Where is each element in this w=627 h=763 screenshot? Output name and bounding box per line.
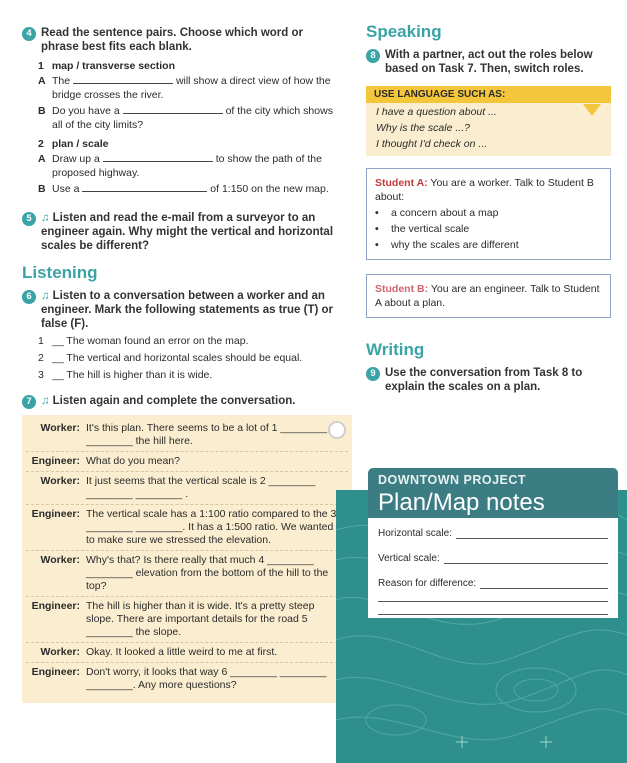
listening-heading: Listening xyxy=(22,262,98,282)
write-line[interactable] xyxy=(480,579,608,589)
sentence-start: Draw up a xyxy=(52,153,100,165)
utterance: The vertical scale has a 1:100 ratio compared to the 3 ________ ________. It has a 1:500 ratio. We wanted to make sure we stressed the elevation. xyxy=(86,507,337,546)
useful-language-heading: USE LANGUAGE SUCH AS: xyxy=(366,86,611,103)
statement-item[interactable] xyxy=(38,351,340,365)
phrase: Why is the scale ...? xyxy=(376,122,470,134)
task-instruction: Listen and read the e-mail from a surveyor to an engineer again. Why might the vertical and horizontal scales be different? xyxy=(41,211,334,252)
word-choices: plan / scale xyxy=(51,138,109,150)
task-instruction: Listen to a conversation between a worker and an engineer. Mark the following statements as true (T) or false (F). xyxy=(41,289,334,330)
divider xyxy=(26,662,348,663)
student-b-label: Student B: xyxy=(375,283,429,295)
bullet-icon: • xyxy=(375,223,379,235)
bullet-text: the vertical scale xyxy=(391,223,470,235)
student-a-box xyxy=(366,168,611,260)
task-5 xyxy=(22,211,340,253)
ring-icon xyxy=(328,421,346,439)
bullet-icon: • xyxy=(375,239,379,251)
task-number: 9 xyxy=(366,367,380,381)
speaker-label: Engineer: xyxy=(31,507,80,520)
row-letter: B xyxy=(38,105,46,117)
conversation-box xyxy=(22,415,352,703)
field-label: Horizontal scale: xyxy=(378,528,452,539)
task-7 xyxy=(22,394,340,409)
task-number: 6 xyxy=(22,290,36,304)
task-8 xyxy=(366,48,611,76)
utterance: Okay. It looked a little weird to me at first. xyxy=(86,645,278,658)
divider xyxy=(26,642,348,643)
task-4 xyxy=(22,26,340,54)
sentence-end: to show the path of the proposed highway. xyxy=(52,153,322,179)
row-letter: B xyxy=(38,183,46,195)
item-heading xyxy=(38,60,340,72)
bullet-item xyxy=(375,222,602,236)
task-instruction: Listen again and complete the conversation. xyxy=(52,394,296,407)
statement-item[interactable] xyxy=(38,368,340,382)
divider xyxy=(26,504,348,505)
bullet-item xyxy=(375,238,602,252)
row-letter: A xyxy=(38,153,46,165)
audio-icon[interactable]: ♫ xyxy=(41,394,50,407)
bullet-text: why the scales are different xyxy=(391,239,519,251)
utterance: Why's that? Is there really that much 4 ________ ________ elevation from the bottom of the hill to the top? xyxy=(86,553,329,592)
task-instruction: With a partner, act out the roles below based on Task 7. Then, switch roles. xyxy=(385,49,593,75)
sentence-row xyxy=(38,105,340,132)
sentence-start: The xyxy=(52,75,71,87)
write-line[interactable] xyxy=(444,554,608,564)
speaker-label: Engineer: xyxy=(31,665,80,678)
student-b-text: You are an engineer. Talk to Student A about a plan. xyxy=(375,283,600,309)
useful-language-box xyxy=(366,86,611,156)
plan-map-notes-card xyxy=(368,468,618,618)
task-number: 5 xyxy=(22,212,36,226)
sentence-start: Do you have a xyxy=(52,105,120,117)
sentence-row xyxy=(38,75,340,102)
dialog-line xyxy=(22,666,352,692)
dialog-line xyxy=(22,455,352,468)
task-number: 7 xyxy=(22,395,36,409)
fill-in-blank[interactable] xyxy=(73,75,173,84)
row-letter: A xyxy=(38,75,46,87)
student-a-text: You are a worker. Talk to Student B about: xyxy=(375,177,594,203)
right-column xyxy=(366,22,611,394)
speaker-label: Worker: xyxy=(40,553,80,566)
speaking-heading: Speaking xyxy=(366,22,442,41)
dialog-line xyxy=(22,422,352,448)
sentence-start: Use a xyxy=(52,183,80,195)
speech-pointer-icon xyxy=(583,104,601,116)
speaker-label: Engineer: xyxy=(31,454,80,467)
fill-in-blank[interactable] xyxy=(82,183,207,192)
dialog-line xyxy=(22,600,352,639)
dialog-line xyxy=(22,508,352,547)
phrase: I thought I'd check on ... xyxy=(376,138,488,150)
statement-text: __ The vertical and horizontal scales should be equal. xyxy=(52,351,303,364)
fill-in-blank[interactable] xyxy=(123,105,223,114)
task-6 xyxy=(22,289,340,331)
write-line[interactable] xyxy=(378,611,608,615)
audio-icon[interactable]: ♫ xyxy=(41,289,50,302)
statement-item[interactable] xyxy=(38,334,340,348)
bullet-item xyxy=(375,206,602,220)
audio-icon[interactable]: ♫ xyxy=(41,211,50,224)
statement-number: 1 xyxy=(38,334,44,347)
sentence-end: of 1:150 on the new map. xyxy=(210,183,329,195)
dialog-line xyxy=(22,475,352,501)
divider xyxy=(26,451,348,452)
writing-heading: Writing xyxy=(366,340,425,359)
vertical-scale-field[interactable] xyxy=(378,553,608,564)
bullet-text: a concern about a map xyxy=(391,207,499,219)
card-title: Plan/Map notes xyxy=(378,489,545,516)
statement-text: __ The hill is higher than it is wide. xyxy=(52,368,213,381)
speaker-label: Worker: xyxy=(40,474,80,487)
speaker-label: Worker: xyxy=(40,645,80,658)
left-column xyxy=(22,26,340,703)
bullet-icon: • xyxy=(375,207,379,219)
task-instruction: Read the sentence pairs. Choose which word or phrase best fits each blank. xyxy=(41,27,304,53)
item-number: 2 xyxy=(38,138,44,150)
sentence-row xyxy=(38,153,340,180)
student-b-box xyxy=(366,274,611,318)
divider xyxy=(26,550,348,551)
utterance: Don't worry, it looks that way 6 ________ ________ ________. Any more questions? xyxy=(86,665,327,691)
task-number: 4 xyxy=(22,27,36,41)
utterance: It's this plan. There seems to be a lot of 1 ________ ________ the hill here. xyxy=(86,421,328,447)
sentence-row xyxy=(38,183,340,197)
dialog-line xyxy=(22,554,352,593)
statement-text: __ The woman found an error on the map. xyxy=(52,334,249,347)
card-project-label: DOWNTOWN PROJECT xyxy=(378,473,527,487)
card-header xyxy=(368,468,618,518)
statement-number: 3 xyxy=(38,368,44,381)
sentence-end: of the city which shows all of the city limits? xyxy=(52,105,333,131)
phrase: I have a question about ... xyxy=(376,106,497,118)
fill-in-blank[interactable] xyxy=(103,153,213,162)
utterance: It just seems that the vertical scale is 2 ________ ________ ________ . xyxy=(86,474,316,500)
write-line[interactable] xyxy=(456,529,608,539)
reason-field[interactable] xyxy=(378,578,608,589)
task-9 xyxy=(366,366,611,394)
task-number: 8 xyxy=(366,49,380,63)
student-a-label: Student A: xyxy=(375,177,428,189)
field-label: Vertical scale: xyxy=(378,553,440,564)
utterance: The hill is higher than it is wide. It's a pretty steep slope. There are important details for the road 5 ________ the slope. xyxy=(86,599,315,638)
field-label: Reason for difference: xyxy=(378,578,477,589)
sentence-end: will show a direct view of how the bridge crosses the river. xyxy=(52,75,331,101)
divider xyxy=(26,596,348,597)
speaker-label: Worker: xyxy=(40,421,80,434)
divider xyxy=(26,471,348,472)
word-choices: map / transverse section xyxy=(51,60,175,72)
dialog-line xyxy=(22,646,352,659)
speaker-label: Engineer: xyxy=(31,599,80,612)
utterance: What do you mean? xyxy=(86,454,180,467)
item-number: 1 xyxy=(38,60,44,72)
statement-number: 2 xyxy=(38,351,44,364)
horizontal-scale-field[interactable] xyxy=(378,528,608,539)
item-heading xyxy=(38,138,340,150)
write-line[interactable] xyxy=(378,598,608,602)
task-instruction: Use the conversation from Task 8 to explain the scales on a plan. xyxy=(385,367,583,393)
